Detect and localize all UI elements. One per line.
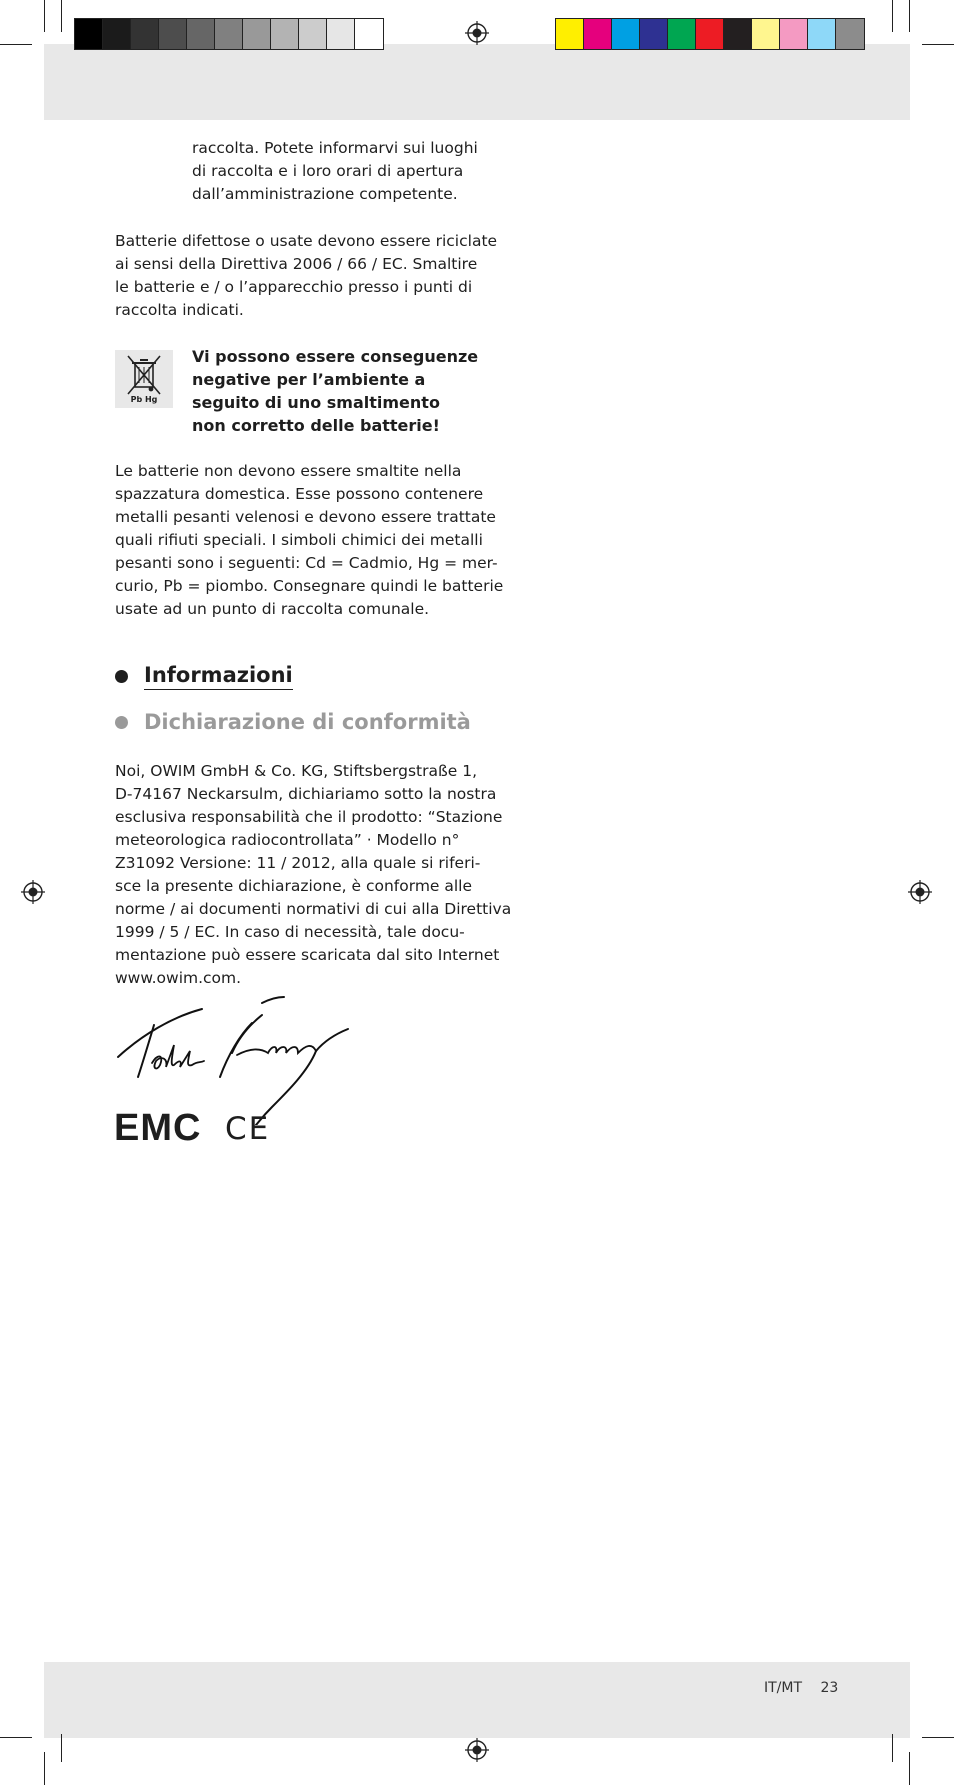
text-line: metalli pesanti velenosi e devono essere trattate [115,508,496,526]
text-line: spazzatura domestica. Esse possono contenere [115,485,484,503]
text-line: sce la presente dichiarazione, è conforme alle [115,877,473,895]
color-swatch [808,19,836,49]
text-line: D-74167 Neckarsulm, dichiariamo sotto la nostra [115,785,497,803]
crop-mark [61,0,62,32]
text-line: Z31092 Versione: 11 / 2012, alla quale si riferi- [115,854,481,872]
bullet-dot [115,716,128,729]
paragraph-heavy-metals [115,460,503,621]
text-line: di raccolta e i loro orari di apertura [192,162,464,180]
crossed-out-wheelie-bin-icon [115,350,173,408]
text-line: pesanti sono i seguenti: Cd = Cadmio, Hg = mer- [115,554,498,572]
color-swatch [556,19,584,49]
paragraph-declaration [115,760,511,990]
color-swatch [668,19,696,49]
emc-mark: EMC [114,1107,202,1149]
crop-mark [0,1737,32,1738]
color-swatch [612,19,640,49]
text-line: Noi, OWIM GmbH & Co. KG, Stiftsbergstraße 1, [115,762,478,780]
crop-mark [892,0,893,32]
color-swatch [243,19,271,49]
text-line: raccolta. Potete informarvi sui luoghi [192,139,478,157]
crop-mark [909,0,910,32]
text-line: mentazione può essere scaricata dal sito Internet [115,946,500,964]
text-line: curio, Pb = piombo. Consegnare quindi le batterie [115,577,504,595]
crop-mark [909,1752,910,1785]
paragraph-collection-info [192,137,478,206]
registration-mark-icon [465,1738,489,1762]
color-swatch [836,19,864,49]
section-heading-conformita [115,710,471,734]
bin-label: Pb Hg [130,395,158,404]
crop-mark [892,1734,893,1762]
text-line: negative per l’ambiente a [192,370,426,389]
color-swatch [215,19,243,49]
crop-mark [0,44,32,45]
color-swatch [640,19,668,49]
text-line: esclusiva responsabilità che il prodotto: “Stazione [115,808,503,826]
color-swatch [752,19,780,49]
color-swatch [696,19,724,49]
color-swatch [299,19,327,49]
paragraph-battery-recycling [115,230,497,322]
color-swatch [584,19,612,49]
text-line: dall’amministrazione competente. [192,185,458,203]
color-swatch [103,19,131,49]
bottom-band [44,1662,910,1738]
color-swatch [159,19,187,49]
color-swatch [131,19,159,49]
text-line: meteorologica radiocontrollata” · Modello n° [115,831,460,849]
crop-mark [44,0,45,32]
text-line: Batterie difettose o usate devono essere riciclate [115,232,498,250]
text-line: 1999 / 5 / EC. In caso di necessità, tale docu- [115,923,465,941]
grayscale-color-bar [74,18,384,50]
color-swatch [327,19,355,49]
heading-text: Dichiarazione di conformità [144,710,471,734]
page-number: 23 [820,1680,839,1696]
heading-text: Informazioni [144,663,293,690]
text-line: www.owim.com. [115,969,242,987]
warning-text [192,345,478,437]
section-heading-informazioni [115,663,293,690]
crop-mark [922,1737,954,1738]
registration-mark-icon [908,880,932,904]
color-swatch [724,19,752,49]
text-line: norme / ai documenti normativi di cui alla Direttiva [115,900,512,918]
language-code: IT/MT [764,1680,803,1696]
top-band [44,44,910,120]
color-swatch [355,19,383,49]
text-line: usate ad un punto di raccolta comunale. [115,600,430,618]
crop-mark [922,44,954,45]
registration-mark-icon [21,880,45,904]
ce-mark: CE [225,1111,271,1147]
color-swatch [271,19,299,49]
page-footer [764,1680,838,1696]
color-swatch [75,19,103,49]
registration-mark-icon [465,21,489,45]
text-line: quali rifiuti speciali. I simboli chimici dei metalli [115,531,483,549]
crop-mark [44,1752,45,1785]
text-line: Le batterie non devono essere smaltite nella [115,462,462,480]
text-line: seguito di uno smaltimento [192,393,440,412]
process-color-bar [555,18,865,50]
color-swatch [187,19,215,49]
crop-mark [61,1734,62,1762]
text-line: le batterie e / o l’apparecchio presso i punti di [115,278,473,296]
text-line: Vi possono essere conseguenze [192,347,479,366]
signature [112,995,372,1125]
text-line: raccolta indicati. [115,301,244,319]
text-line: ai sensi della Direttiva 2006 / 66 / EC. Smaltire [115,255,478,273]
color-swatch [780,19,808,49]
bullet-dot [115,670,128,683]
text-line: non corretto delle batterie! [192,416,440,435]
